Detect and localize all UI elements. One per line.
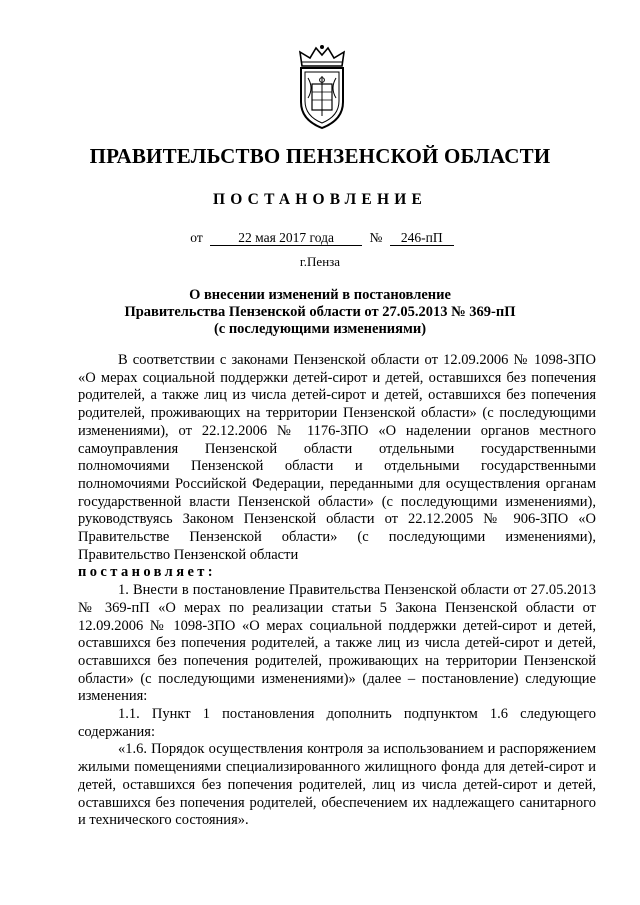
penza-coat-of-arms-icon (294, 44, 350, 130)
item-1-6-paragraph: «1.6. Порядок осуществления контроля за использованием и распоряжением жилыми помещениями специализированного жилищного фонда для детей-сирот и детей, оставшихся без попечения родителей, лиц из числа детей-сирот и детей, оставшихся без попечения родителей, обеспечением их надлежащего санитарного и технического состояния». (78, 741, 596, 829)
date-prefix: от (190, 230, 203, 245)
resolves-word: постановляет: (78, 564, 217, 581)
document-body (78, 352, 596, 830)
item-1-paragraph: 1. Внести в постановление Правительства Пензенской области от 27.05.2013 № 369-пП «О мерах по реализации статьи 5 Закона Пензенской области от 12.09.2006 № 1098-ЗПО «О мерах социальной поддержки детей-сирот и детей, оставшихся без попечения родителей, а также лиц из числа детей-сирот и детей, оставшихся без попечения родителей, проживающих на территории Пензенской области» (с последующими изменениями)» (далее – постановление) следующие изменения: (78, 582, 596, 705)
preamble-paragraph: В соответствии с законами Пензенской области от 12.09.2006 № 1098-ЗПО «О мерах социальной поддержки детей-сирот и детей, оставшихся без попечения родителей, а также лиц из числа детей-сирот и детей, оставшихся без попечения родителей, проживающих на территории Пензенской области» (с последующими изменениями), от 22.12.2006 № 1176-ЗПО «О наделении органов местного самоуправления Пензенской области отдельными государственными полномочиями Пензенской области и отдельными государственными полномочиями Российской Федерации, переданными для осуществления органам государственной власти Пензенской области» (с последующими изменениями), руководствуясь Законом Пензенской области от 22.12.2005 № 906-ЗПО «О Правительстве Пензенской области» (с последующими изменениями), Правительство Пензенской области (78, 352, 596, 563)
document-meta (0, 230, 640, 246)
number-prefix: № (369, 230, 383, 245)
document-date: 22 мая 2017 года (210, 230, 362, 246)
government-title: ПРАВИТЕЛЬСТВО ПЕНЗЕНСКОЙ ОБЛАСТИ (89, 144, 551, 168)
subject-line-1: О внесении изменений в постановление (189, 287, 451, 303)
document-type: ПОСТАНОВЛЕНИЕ (212, 191, 428, 208)
document-city: г.Пенза (299, 254, 341, 269)
item-1-1-paragraph: 1.1. Пункт 1 постановления дополнить подпунктом 1.6 следующего содержания: (78, 706, 596, 740)
document-subject (0, 287, 640, 338)
subject-line-3: (с последующими изменениями) (213, 321, 427, 337)
subject-line-2: Правительства Пензенской области от 27.05.2013 № 369-пП (124, 304, 516, 320)
document-number: 246-пП (390, 230, 454, 246)
